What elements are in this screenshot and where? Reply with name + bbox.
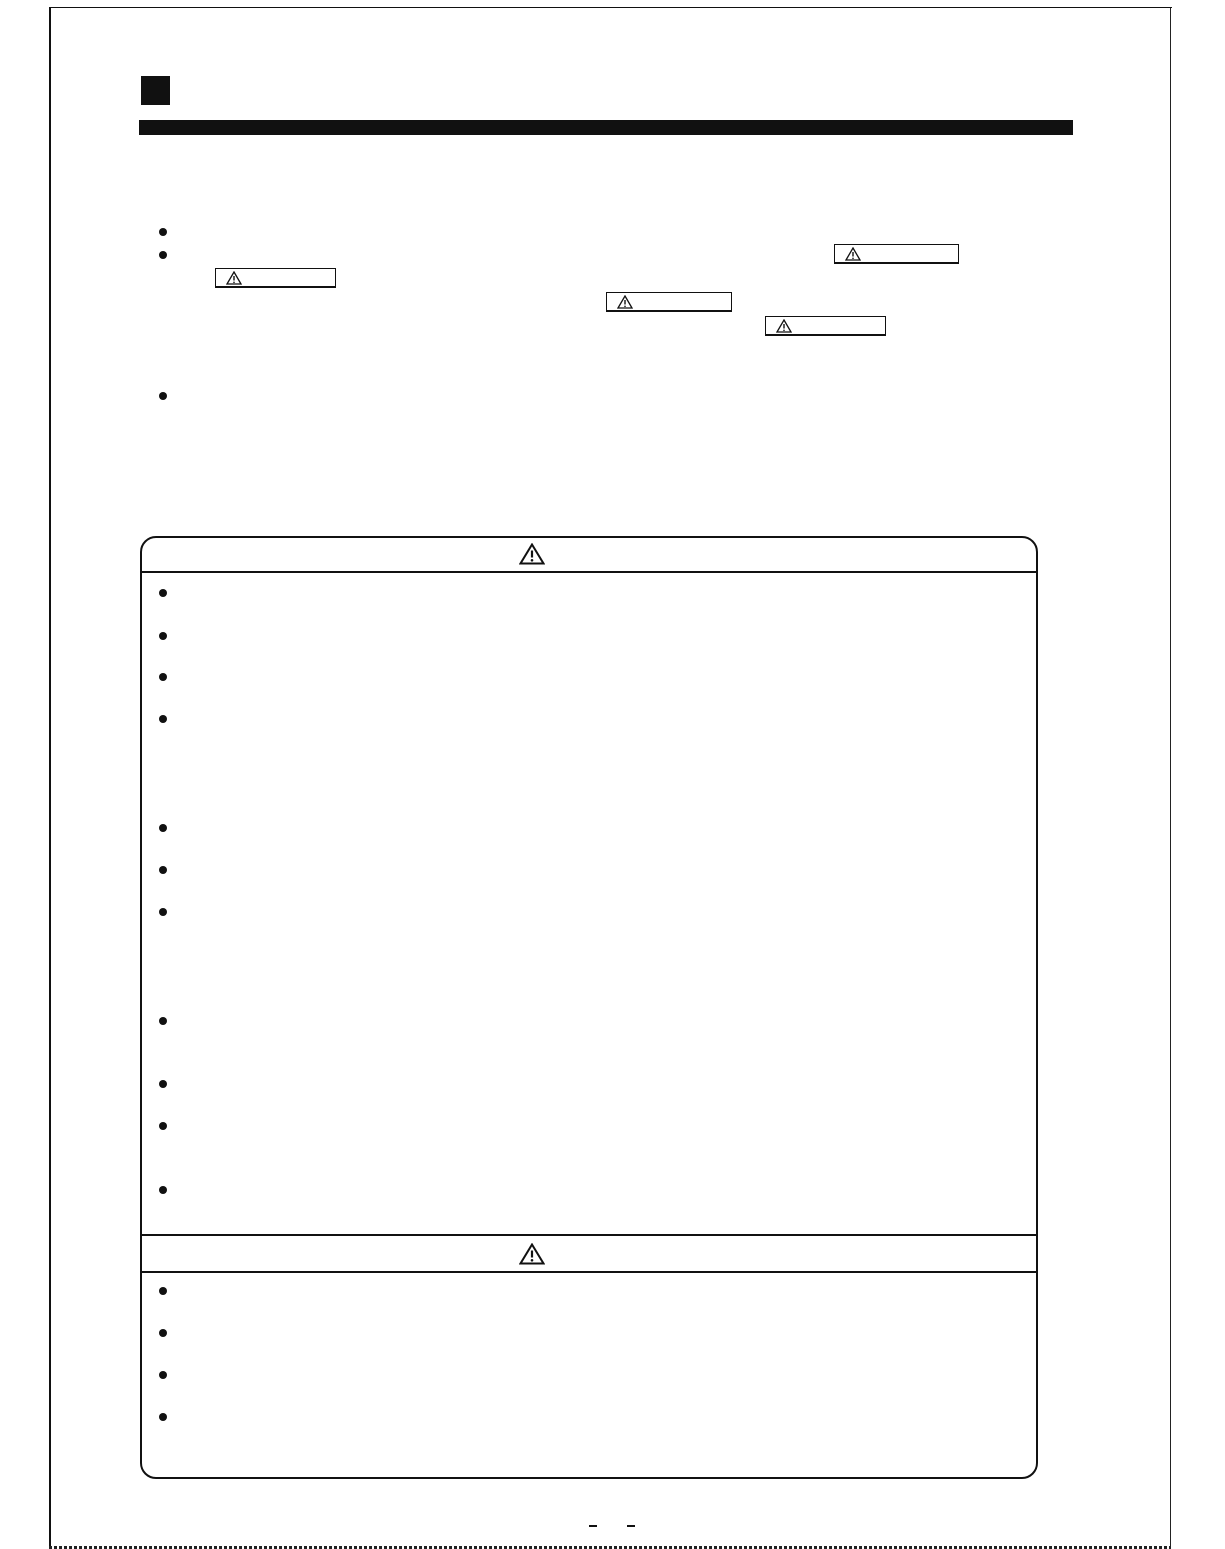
- warning-bullet: [159, 908, 167, 916]
- intro-bullet: [159, 228, 167, 236]
- inline-warning-label: [606, 292, 732, 312]
- warning-triangle-icon: [519, 543, 545, 565]
- warning-bullet: [159, 1080, 167, 1088]
- caution-bullet: [159, 1413, 167, 1421]
- safety-notice-box: [140, 536, 1038, 1479]
- intro-bullet: [159, 251, 167, 259]
- warning-header-divider: [140, 571, 1038, 573]
- warning-bullet: [159, 1017, 167, 1025]
- title-bar: [139, 120, 1073, 135]
- page-number-dash: [589, 1525, 597, 1527]
- warning-bullet: [159, 866, 167, 874]
- caution-header-divider: [140, 1271, 1038, 1273]
- warning-bullet: [159, 715, 167, 723]
- warning-triangle-icon: [226, 271, 242, 285]
- warning-bullet: [159, 1122, 167, 1130]
- page-number-dash: [627, 1525, 635, 1527]
- warning-triangle-icon: [776, 319, 792, 333]
- caution-bullet: [159, 1371, 167, 1379]
- warning-bullet: [159, 632, 167, 640]
- caution-top-divider: [140, 1234, 1038, 1236]
- warning-bullet: [159, 1186, 167, 1194]
- page-border-right: [1170, 8, 1171, 1549]
- warning-triangle-icon: [845, 247, 861, 261]
- section-marker: [141, 76, 170, 105]
- warning-bullet: [159, 673, 167, 681]
- page-border-top: [49, 7, 1172, 8]
- warning-bullet: [159, 589, 167, 597]
- caution-bullet: [159, 1329, 167, 1337]
- page-number: [585, 1520, 645, 1534]
- inline-caution-label: [215, 268, 336, 288]
- caution-bullet: [159, 1287, 167, 1295]
- warning-bullet: [159, 824, 167, 832]
- page-border-left: [49, 8, 51, 1549]
- inline-caution-label: [765, 316, 886, 336]
- warning-triangle-icon: [519, 1243, 545, 1265]
- warning-triangle-icon: [617, 295, 633, 309]
- intro-bullet: [159, 392, 167, 400]
- inline-warning-label: [834, 244, 959, 264]
